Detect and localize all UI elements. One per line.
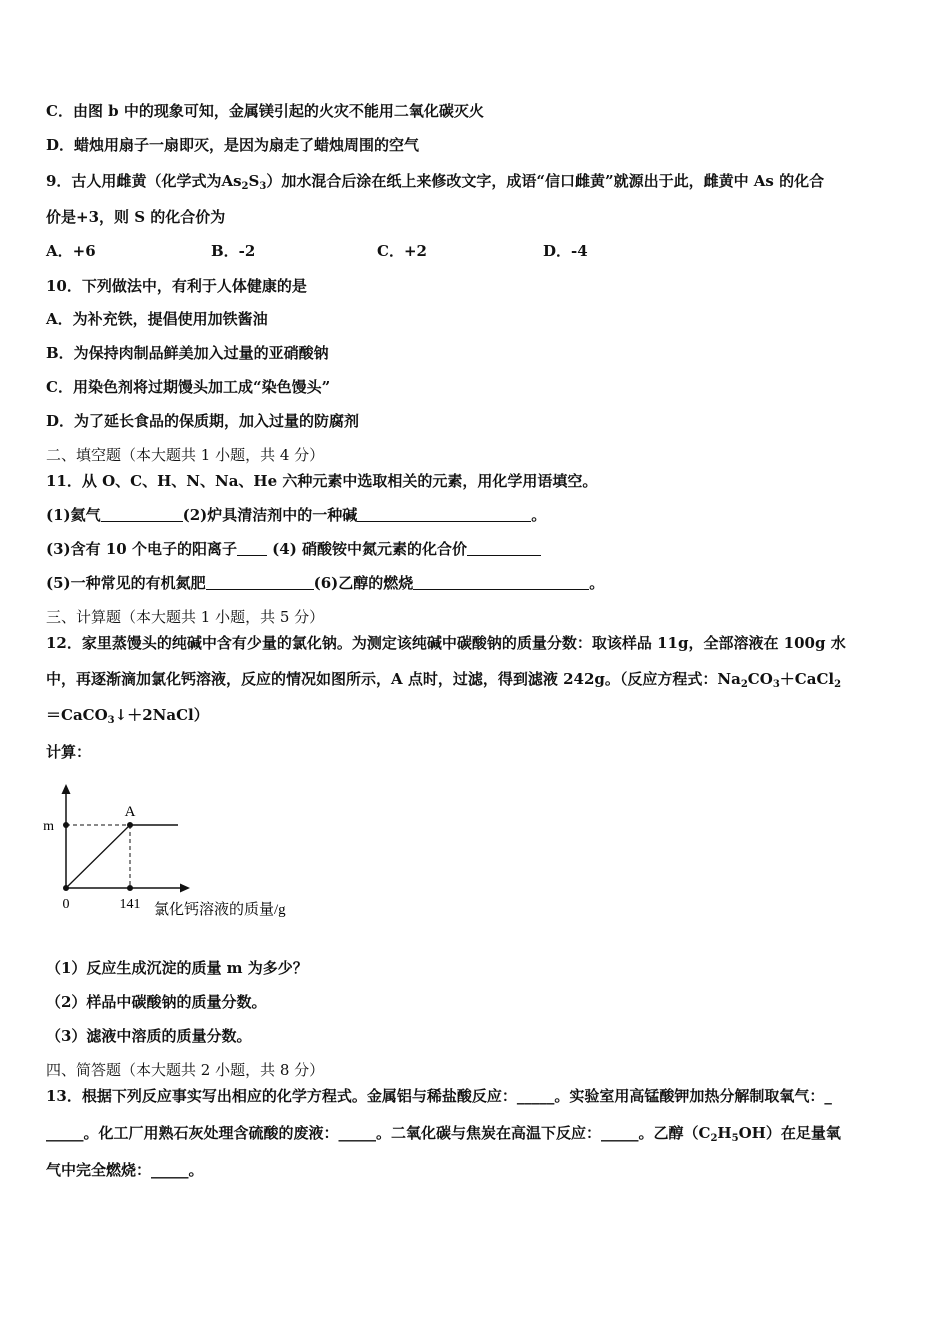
q12-text: ↓＋2NaCl） — [114, 706, 209, 724]
subscript: 2 — [710, 1133, 718, 1144]
q9-stem — [46, 171, 824, 191]
q12-line1: 12．家里蒸馒头的纯碱中含有少量的氯化钠。为测定该纯碱中碳酸钠的质量分数：取该样品 11g，全部溶液在 100g 水 — [46, 634, 846, 652]
precipitate-chart — [42, 776, 332, 924]
q13-line3: 气中完全燃烧：_____。 — [46, 1161, 204, 1179]
q10-option-b: B．为保持肉制品鲜美加入过量的亚硝酸钠 — [46, 344, 329, 362]
q13-line2 — [46, 1123, 841, 1143]
q12-line3 — [46, 705, 209, 725]
q12-sub-3: （3）滤液中溶质的质量分数。 — [46, 1027, 252, 1045]
q12-text: CO — [747, 670, 773, 688]
answer-blank[interactable] — [237, 541, 267, 556]
q8-option-c: C．由图 b 中的现象可知，金属镁引起的火灾不能用二氧化碳灭火 — [46, 102, 484, 120]
y-tick-m: m — [43, 819, 54, 834]
subscript: 5 — [731, 1133, 739, 1144]
q11-part4: (4) 硝酸铵中氮元素的化合价 — [266, 540, 468, 558]
q9-options — [46, 241, 588, 261]
q8-option-d: D．蜡烛用扇子一扇即灭，是因为扇走了蜡烛周围的空气 — [46, 136, 420, 154]
point-a — [127, 822, 133, 828]
q9-option-a: A．+6 — [46, 242, 96, 260]
q12-line2 — [46, 669, 841, 689]
q11-part3: (3)含有 10 个电子的阳离子 — [46, 540, 237, 558]
subscript: 3 — [259, 181, 267, 192]
section-4-heading: 四、简答题（本大题共 2 小题，共 8 分） — [46, 1061, 325, 1079]
x-axis-label: 氯化钙溶液的质量/g — [154, 902, 286, 918]
q13-line1: 13．根据下列反应事实写出相应的化学方程式。金属铝与稀盐酸反应：_____。实验室用高锰酸钾加热分解制取氧气：_ — [46, 1087, 832, 1105]
q9-option-d: D．-4 — [543, 242, 588, 260]
q10-stem: 10．下列做法中，有利于人体健康的是 — [46, 277, 307, 295]
q13-text: H — [717, 1124, 732, 1142]
q11-part5: (5)一种常见的有机氮肥 — [46, 574, 206, 592]
period: 。 — [531, 506, 547, 524]
q13-text: OH）在足量氧 — [738, 1124, 841, 1142]
q12-text: ＋CaCl — [779, 670, 835, 688]
q11-line2 — [46, 539, 541, 559]
x-tick-141: 141 — [119, 897, 141, 912]
q9-stem-line2: 价是+3，则 S 的化合价为 — [46, 208, 226, 226]
period: 。 — [589, 574, 605, 592]
q11-part2: (2)炉具清洁剂中的一种碱 — [182, 506, 358, 524]
series-line-rising — [66, 825, 130, 888]
answer-blank[interactable] — [206, 575, 314, 590]
q10-option-a: A．为补充铁，提倡使用加铁酱油 — [46, 310, 268, 328]
x-tick-0: 0 — [62, 897, 70, 912]
q9-option-c: C．+2 — [377, 242, 427, 260]
point-a-label: A — [124, 804, 136, 820]
subscript: 3 — [107, 715, 115, 726]
calc-label: 计算： — [46, 743, 92, 761]
q10-option-c: C．用染色剂将过期馒头加工成“染色馒头” — [46, 378, 331, 396]
q12-sub-1: （1）反应生成沉淀的质量 m 为多少？ — [46, 959, 308, 977]
q11-part6: (6)乙醇的燃烧 — [313, 574, 414, 592]
answer-blank[interactable] — [413, 575, 589, 590]
subscript: 3 — [772, 679, 780, 690]
y-axis-arrow — [62, 784, 71, 794]
q9-option-b: B．-2 — [211, 242, 256, 260]
q11-line1 — [46, 505, 546, 525]
section-2-heading: 二、填空题（本大题共 1 小题，共 4 分） — [46, 446, 325, 464]
q13-text: _____。化工厂用熟石灰处理含硫酸的废液：_____。二氧化碳与焦炭在高温下反应：_____。乙醇（C — [46, 1124, 711, 1142]
q12-text: ＝CaCO — [46, 706, 108, 724]
point-141-axis — [127, 885, 133, 891]
q9-text-c: ）加水混合后涂在纸上来修改文字，成语“信口雌黄”就源出于此，雌黄中 As 的化合 — [266, 172, 825, 190]
subscript: 2 — [241, 181, 249, 192]
q11-line3 — [46, 573, 604, 593]
q11-stem: 11．从 O、C、H、N、Na、He 六种元素中选取相关的元素，用化学用语填空。 — [46, 472, 598, 490]
q10-option-d: D．为了延长食品的保质期，加入过量的防腐剂 — [46, 412, 360, 430]
subscript: 2 — [834, 679, 842, 690]
q11-part1: (1)氦气 — [46, 506, 101, 524]
x-axis-arrow — [180, 884, 190, 893]
section-3-heading: 三、计算题（本大题共 1 小题，共 5 分） — [46, 608, 325, 626]
q9-text-b: S — [248, 172, 260, 190]
subscript: 2 — [740, 679, 748, 690]
point-m-axis — [63, 822, 69, 828]
q12-text: 中，再逐渐滴加氯化钙溶液，反应的情况如图所示，A 点时，过滤，得到滤液 242g。（反应方程式：Na — [46, 670, 741, 688]
q12-sub-2: （2）样品中碳酸钠的质量分数。 — [46, 993, 267, 1011]
answer-blank[interactable] — [467, 541, 541, 556]
answer-blank[interactable] — [101, 507, 183, 522]
answer-blank[interactable] — [357, 507, 531, 522]
q9-text-a: 9．古人用雌黄（化学式为As — [46, 172, 242, 190]
point-origin — [63, 885, 69, 891]
